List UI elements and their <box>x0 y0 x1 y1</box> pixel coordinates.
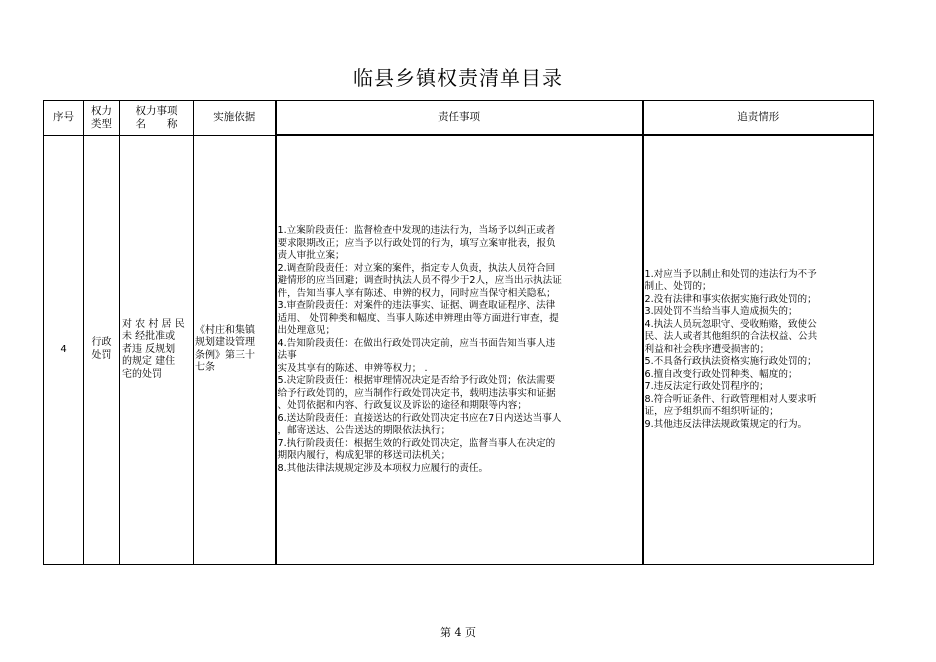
responsibility-line: 给予行政处罚的，应当制作行政处罚决定书，载明违法事实和证据 <box>277 387 556 399</box>
responsibility-line: 实及其享有的陈述、申辨等权力； . <box>277 362 428 374</box>
responsibility-line: 出处理意见； <box>277 325 336 336</box>
cell-basis-line: 条例》第三十 <box>195 349 255 361</box>
accountability-line: 6.擅自改变行政处罚种类、幅度的； <box>644 368 798 380</box>
responsibility-line: 件，告知当事人享有陈述、申辨的权力，同时应当保守相关隐私； <box>277 287 556 299</box>
responsibility-table <box>43 100 874 565</box>
accountability-line: 1.对应当予以制止和处罚的违法行为不予 <box>644 268 817 280</box>
accountability-line: 8.符合听证条件、行政管理相对人要求听 <box>644 393 817 405</box>
cell-responsibility <box>276 135 643 565</box>
cell-power-item-line: 者违 反规划 <box>122 343 176 355</box>
responsibility-line: 责人审批立案； <box>277 250 345 261</box>
page-title: 临县乡镇权责清单目录 <box>353 66 563 90</box>
accountability-line: 制止、处罚的； <box>644 281 712 293</box>
accountability-line: 4.执法人员玩忽职守、受收贿赂，致使公 <box>644 318 817 330</box>
cell-basis <box>194 135 276 565</box>
accountability-line: 2.没有法律和事实依据实施行政处罚的； <box>644 293 817 305</box>
table-header-row <box>44 101 874 136</box>
responsibility-line: 2.调查阶段责任：对立案的案件，指定专人负责，执法人员符合回 <box>277 262 556 274</box>
cell-power-item-line: 对 农 村 居 民 <box>122 318 185 330</box>
cell-basis-line: 七条 <box>195 362 215 374</box>
responsibility-line: 、处罚依据和内容、行政复议及诉讼的途径和期限等内容； <box>277 400 527 411</box>
accountability-line: 利益和社会秩序遭受损害的； <box>644 343 770 355</box>
responsibility-line: 适用、 处罚种类和幅度、当事人陈述申辨理由等方面进行审查，提 <box>277 312 559 324</box>
header-power-type-line: 权力 <box>91 104 112 117</box>
responsibility-line: 7.执行阶段责任：根据生效的行政处罚决定，监督当事人在决定的 <box>277 437 556 449</box>
header-power-item-line: 名 称 <box>135 117 178 130</box>
cell-power-item-line: 未 经批准或 <box>122 331 176 342</box>
accountability-line: 5.不具备行政执法资格实施行政处罚的； <box>644 356 817 368</box>
accountability-line: 9.其他违反法律法规政策规定的行为。 <box>644 418 808 430</box>
accountability-line: 证，应予组织而不组织听证的； <box>644 406 779 418</box>
header-power-type-line: 类型 <box>91 117 112 130</box>
cell-basis-line: 《村庄和集镇 <box>195 324 255 336</box>
header-responsibility: 责任事项 <box>276 101 643 136</box>
header-power-item-line: 权力事项 <box>135 104 178 117</box>
cell-power-item-line: 的规定 建住 <box>122 356 176 367</box>
responsibility-line: 4.告知阶段责任：在做出行政处罚决定前，应当书面告知当事人违 <box>277 337 556 349</box>
cell-power-type <box>84 135 120 565</box>
responsibility-line: 避情形的应当回避；调查时执法人员不得少于2人，应当出示执法证 <box>277 275 562 286</box>
responsibility-line: 1.立案阶段责任：监督检查中发现的违法行为，当场予以纠正或者 <box>277 225 556 236</box>
header-power-item <box>120 101 194 136</box>
cell-power-item-line: 宅的处罚 <box>122 368 162 380</box>
header-basis: 实施依据 <box>194 101 276 136</box>
cell-power-type-line: 处罚 <box>91 349 112 361</box>
cell-accountability <box>643 135 874 565</box>
accountability-line: 民、法人或者其他组织的合法权益、公共 <box>644 331 818 343</box>
responsibility-line: ，邮寄送达、公告送达的期限依法执行； <box>277 425 451 436</box>
page-number: 第 4 页 <box>440 626 476 639</box>
accountability-line: 7.违反法定行政处罚程序的； <box>644 381 769 393</box>
responsibility-line: 3.审查阶段责任：对案件的违法事实、证据、调查取证程序、法律 <box>277 300 556 311</box>
responsibility-line: 8.其他法律法规规定涉及本项权力应履行的责任。 <box>277 462 489 474</box>
cell-seq: 4 <box>44 135 84 565</box>
header-power-type <box>84 101 120 136</box>
responsibility-line: 6.送达阶段责任：直接送达的行政处罚决定书应在7日内送达当事人 <box>277 412 562 424</box>
cell-power-type-line: 行政 <box>91 337 112 349</box>
header-accountability: 追责情形 <box>643 101 874 136</box>
cell-power-item <box>120 135 194 565</box>
responsibility-line: 法事 <box>277 350 297 361</box>
accountability-line: 3.因处罚不当给当事人造成损失的； <box>644 306 798 318</box>
cell-basis-line: 规划建设管理 <box>195 337 255 349</box>
header-seq: 序号 <box>44 101 84 136</box>
table-row <box>44 135 874 565</box>
responsibility-line: 期限内履行，构成犯罪的移送司法机关； <box>277 450 451 461</box>
responsibility-line: 5.决定阶段责任：根据审理情况决定是否给予行政处罚；依法需要 <box>277 375 556 386</box>
responsibility-line: 要求限期改正；应当予以行政处罚的行为，填写立案审批表，报负 <box>277 237 556 249</box>
